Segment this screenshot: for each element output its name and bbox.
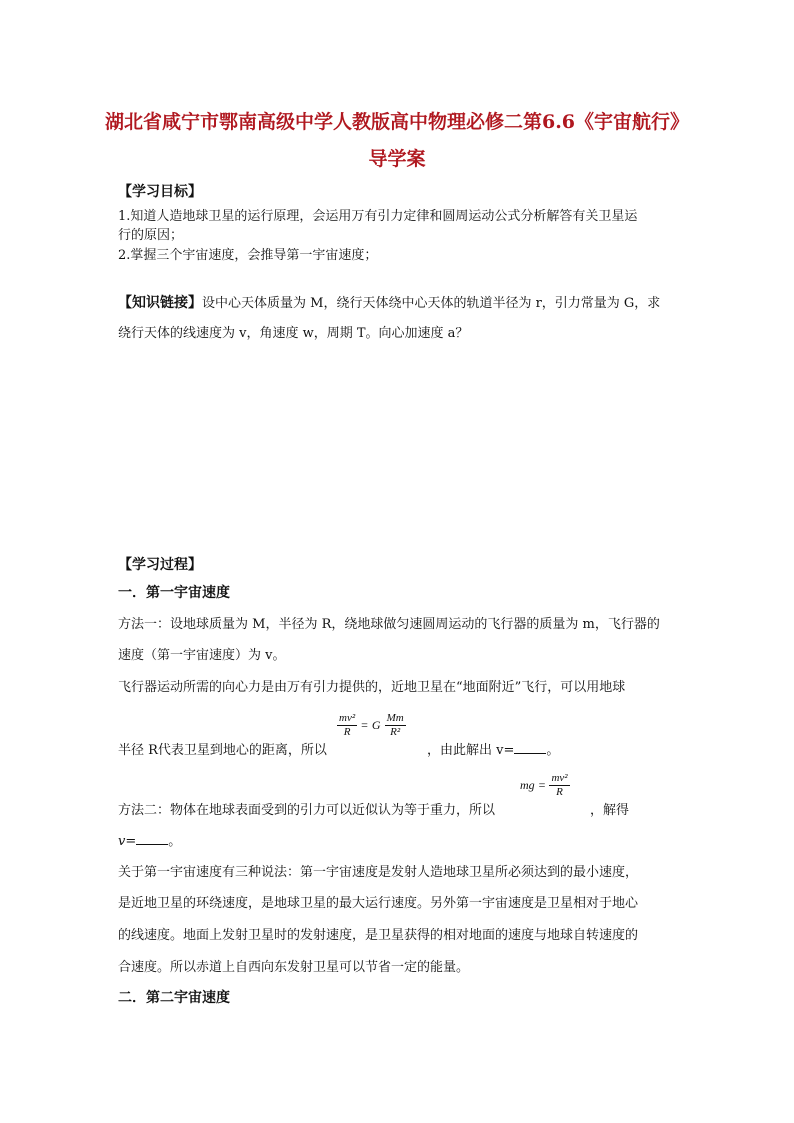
knowledge-link-line2: 绕行天体的线速度为 v，角速度 w，周期 T。向心加速度 a？ bbox=[118, 326, 469, 341]
formula1-rhs: $\frac{Mm}{\text{R²}}$ bbox=[386, 712, 404, 738]
process-heading: 【学习过程】 bbox=[118, 557, 202, 573]
method1-line2: 速度（第一宇宙速度）为 v。 bbox=[118, 648, 286, 663]
knowledge-link-line1 bbox=[118, 292, 660, 312]
objective-1-line2: 行的原因； bbox=[118, 228, 184, 243]
answer-blank-2[interactable] bbox=[136, 834, 168, 845]
method2-answer: v= 。 bbox=[118, 834, 182, 849]
para-line1: 飞行器运动所需的向心力是由万有引力提供的，近地卫星在“地面附近”飞行，可以用地球 bbox=[118, 680, 626, 695]
statement-line1: 关于第一宇宙速度有三种说法：第一宇宙速度是发射人造地球卫星所必须达到的最小速度， bbox=[118, 865, 639, 880]
method2-post: ，解得 bbox=[590, 803, 630, 818]
objective-1-line1: 1.知道人造地球卫星的运行原理，会运用万有引力定律和圆周运动公式分析解答有关卫星运 bbox=[118, 209, 638, 224]
para-line2-pre: 半径 R代表卫星到地心的距离，所以 bbox=[118, 743, 327, 758]
para-line2-post: ，由此解出 v= 。 bbox=[427, 743, 560, 758]
answer-blank-1[interactable] bbox=[514, 743, 546, 754]
section1-heading: 一．第一宇宙速度 bbox=[118, 585, 230, 601]
statement-line3: 的线速度。地面上发射卫星时的发射速度，是卫星获得的相对地面的速度与地球自转速度的 bbox=[118, 928, 639, 943]
statement-line2: 是近地卫星的环绕速度，是地球卫星的最大运行速度。另外第一宇宙速度是卫星相对于地心 bbox=[118, 896, 639, 911]
knowledge-link-heading: 【知识链接】 bbox=[118, 295, 202, 311]
formula2-rhs: $\frac{\text{mv²}}{R}$ bbox=[551, 772, 568, 798]
knowledge-link-text-1: 设中心天体质量为 M，绕行天体绕中心天体的轨道半径为 r，引力常量为 G，求 bbox=[202, 296, 661, 311]
page-title: 湖北省咸宁市鄂南高级中学人教版高中物理必修二第6.6《宇宙航行》 bbox=[104, 111, 690, 133]
method1-line1: 方法一：设地球质量为 M，半径为 R，绕地球做匀速圆周运动的飞行器的质量为 m，飞行器的 bbox=[118, 617, 660, 632]
section2-heading: 二．第二宇宙速度 bbox=[118, 990, 230, 1006]
statement-line4: 合速度。所以赤道上自西向东发射卫星可以节省一定的能量。 bbox=[118, 960, 470, 975]
objective-2: 2.掌握三个宇宙速度，会推导第一宇宙速度； bbox=[118, 248, 378, 263]
objectives-heading: 【学习目标】 bbox=[118, 184, 202, 200]
page-subtitle: 导学案 bbox=[368, 148, 426, 170]
method2-pre: 方法二：物体在地球表面受到的引力可以近似认为等于重力，所以 bbox=[118, 803, 496, 818]
formula-gravity-centripetal: $\frac{\text{mv²}}{R}$ = G $\frac{Mm}{\text{R²}}$ bbox=[339, 712, 404, 738]
formula1-lhs: $\frac{\text{mv²}}{R}$ bbox=[339, 712, 356, 738]
formula-gravity-weight: mg = $\frac{\text{mv²}}{R}$ bbox=[520, 772, 568, 798]
